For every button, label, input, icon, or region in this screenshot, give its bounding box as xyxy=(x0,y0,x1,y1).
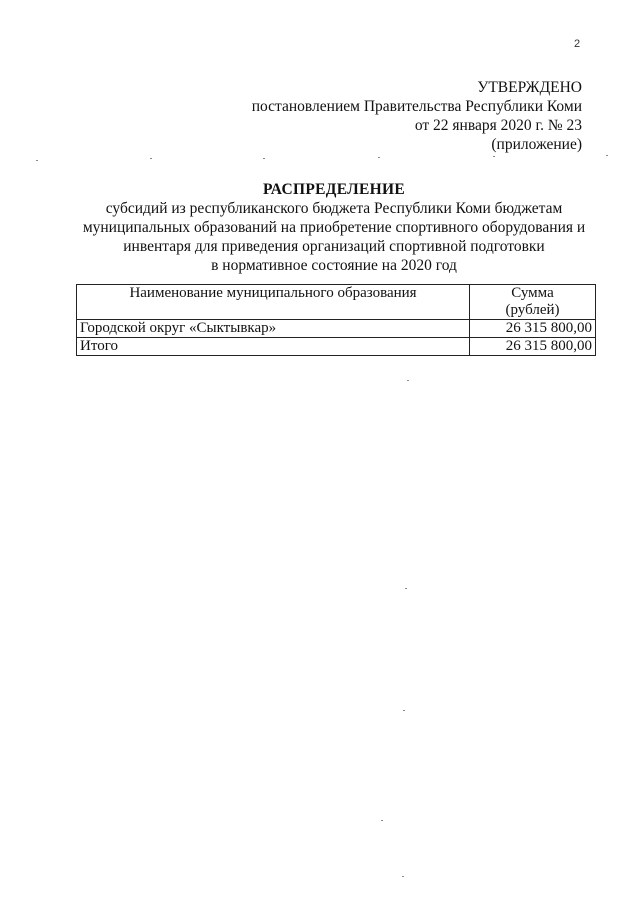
scan-speck xyxy=(405,588,407,589)
subtitle-line: субсидий из республиканского бюджета Республики Коми бюджетам xyxy=(105,200,563,217)
scan-speck xyxy=(381,820,383,821)
scan-speck xyxy=(378,157,380,158)
document-subtitle xyxy=(0,199,640,275)
scan-speck xyxy=(36,160,38,161)
approval-heading: УТВЕРЖДЕНО xyxy=(477,79,582,96)
table-row xyxy=(77,320,596,338)
document-title: РАСПРЕДЕЛЕНИЕ xyxy=(263,181,405,198)
header-name: Наименование муниципального образования xyxy=(77,285,470,320)
header-sum xyxy=(470,285,596,320)
row-total-name: Итого xyxy=(77,338,470,356)
scan-speck xyxy=(150,158,152,159)
scan-speck xyxy=(606,155,608,156)
table-row xyxy=(77,338,596,356)
scan-speck xyxy=(263,158,265,159)
page-number: 2 xyxy=(574,38,581,50)
subtitle-line: муниципальных образований на приобретение спортивного оборудования и xyxy=(82,219,586,236)
scan-speck xyxy=(403,710,405,711)
row-municipality-sum: 26 315 800,00 xyxy=(470,320,596,338)
distribution-table xyxy=(76,284,596,356)
scan-speck xyxy=(493,156,495,157)
approval-appendix: (приложение) xyxy=(491,136,582,153)
approval-block xyxy=(252,78,582,154)
approval-resolution: постановлением Правительства Республики Коми xyxy=(251,98,582,115)
header-sum-unit: (рублей) xyxy=(505,302,560,318)
table-header-row xyxy=(77,285,596,320)
subtitle-line: в нормативное состояние на 2020 год xyxy=(211,257,457,274)
header-sum-label: Сумма xyxy=(511,285,554,301)
row-municipality-name: Городской округ «Сыктывкар» xyxy=(77,320,470,338)
scan-speck xyxy=(407,380,409,381)
row-total-sum: 26 315 800,00 xyxy=(470,338,596,356)
scan-speck xyxy=(402,876,404,877)
approval-date: от 22 января 2020 г. № 23 xyxy=(414,117,582,134)
subtitle-line: инвентаря для приведения организаций спортивной подготовки xyxy=(123,238,545,255)
